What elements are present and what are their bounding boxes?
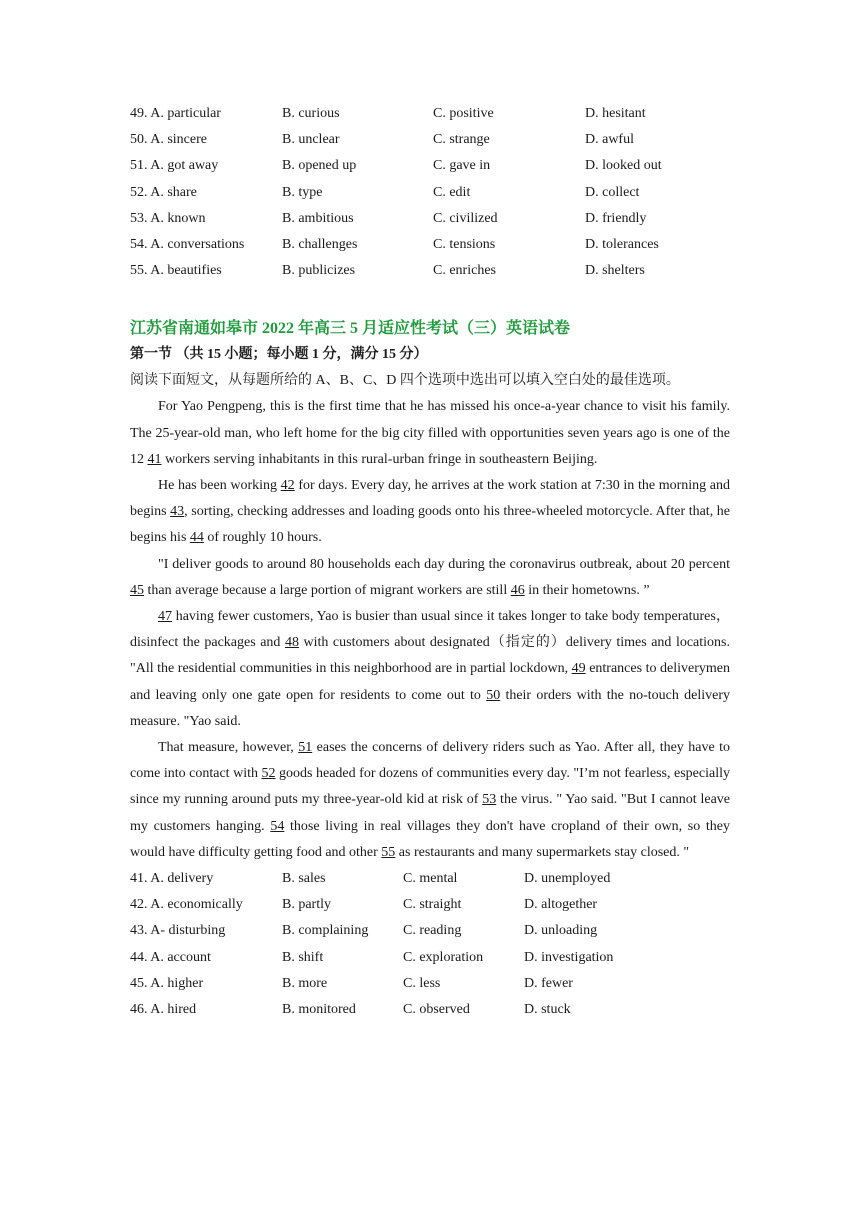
option-b: B. challenges [282, 236, 358, 252]
option-row-50 [130, 127, 730, 153]
option-a: 46. A. hired [130, 1001, 197, 1017]
option-c: C. mental [403, 870, 458, 886]
option-c: C. civilized [433, 210, 498, 226]
blank-45: 45 [130, 582, 144, 598]
option-a: 53. A. known [130, 210, 206, 226]
option-row-44 [130, 945, 730, 971]
option-a: 41. A. delivery [130, 870, 214, 886]
option-c: C. exploration [403, 949, 484, 965]
option-row-51 [130, 153, 730, 179]
option-a: 51. A. got away [130, 158, 219, 174]
blank-44: 44 [189, 530, 204, 546]
paragraph-text: their orders with the no-touch delivery measure. "Yao said. [130, 687, 730, 729]
blank-51: 51 [298, 739, 313, 755]
option-b: B. shift [282, 949, 324, 965]
paragraph-text: entrances to deliverymen and leaving only one gate open for residents to come out to [130, 661, 731, 703]
paragraph-text: goods headed for dozens of communities every day. "I’m not fearless, especially since my running around puts my three-year-old kid at risk of [130, 766, 730, 808]
option-row-45 [130, 971, 730, 997]
option-d: D. fewer [524, 975, 573, 991]
option-row-42 [130, 892, 730, 918]
paragraph-text: eases the concerns of delivery riders such as Yao. After all, they have to come into contact with [130, 739, 730, 782]
paragraph-text: having fewer customers, Yao is busier than usual since it takes longer to take body temperatures，disinfect the packages and [130, 608, 730, 651]
paragraph-text: "I deliver goods to around 80 households each day during the coronavirus outbreak, about 20 percent [158, 556, 730, 572]
passage-paragraph-5 [130, 735, 730, 866]
option-row-41 [130, 866, 730, 892]
blank-50: 50 [486, 687, 501, 703]
option-b: B. more [282, 975, 328, 991]
option-c: C. less [403, 975, 441, 991]
option-c: C. reading [403, 923, 462, 939]
option-c: C. straight [403, 897, 462, 913]
option-row-49 [130, 101, 730, 127]
passage-paragraph-4 [130, 604, 730, 735]
option-b: B. curious [282, 106, 340, 121]
blank-42: 42 [280, 477, 295, 493]
option-c: C. observed [403, 1001, 470, 1017]
section-title: 江苏省南通如皋市 2022 年高三 5 月适应性考试（三）英语试卷 [130, 320, 571, 338]
blank-48: 48 [284, 635, 299, 651]
blank-41: 41 [147, 451, 162, 467]
option-a: 49. A. particular [130, 106, 221, 121]
option-c: C. enriches [433, 263, 496, 279]
option-d: D. unemployed [524, 870, 611, 886]
paragraph-text: in their hometowns. ” [524, 582, 650, 598]
option-d: D. shelters [585, 263, 645, 279]
document-page [130, 101, 730, 1023]
option-b: B. partly [282, 897, 331, 913]
option-b: B. complaining [282, 923, 369, 939]
sub-title: 第一节 （共 15 小题；每小题 1 分，满分 15 分） [130, 347, 428, 363]
instruction: 阅读下面短文，从每题所给的 A、B、C、D 四个选项中选出可以填入空白处的最佳选项。 [130, 373, 680, 389]
paragraph-text: for days. Every day, he arrives at the work station at 7:30 in the morning and begins [130, 477, 730, 520]
option-d: D. altogether [524, 897, 598, 913]
passage-paragraph-1 [130, 394, 730, 473]
option-d: D. awful [585, 132, 634, 148]
blank-53: 53 [482, 792, 497, 808]
paragraph-text: those living in real villages they don't have cropland of their own, so they would have difficulty getting food and other [130, 818, 730, 860]
blank-54: 54 [270, 818, 285, 834]
paragraph-text: For Yao Pengpeng, this is the first time that he has missed his once-a-year chance to visit his family. The 25-year-old man, who left home for the big city filled with opportunities seven years ago is one of the 12 [130, 399, 730, 467]
option-c: C. positive [433, 106, 494, 121]
option-row-46 [130, 997, 730, 1023]
option-d: D. stuck [524, 1001, 571, 1017]
option-a: 54. A. conversations [130, 236, 245, 252]
option-a: 55. A. beautifies [130, 263, 222, 279]
paragraph-text: He has been working [158, 477, 281, 493]
option-b: B. publicizes [282, 263, 356, 279]
option-a: 44. A. account [130, 949, 211, 965]
option-b: B. monitored [282, 1001, 356, 1017]
options-table-49-55 [130, 101, 730, 284]
option-d: D. friendly [585, 210, 647, 226]
option-d: D. collect [585, 184, 640, 200]
paragraph-text: of roughly 10 hours. [203, 530, 322, 546]
blank-49: 49 [571, 661, 586, 677]
paragraph-text: with customers about designated（指定的）delivery times and locations. "All the residential communities in this neighborhood are in partial lockdown, [130, 635, 730, 677]
blank-47: 47 [158, 608, 172, 624]
blank-52: 52 [261, 766, 276, 782]
option-row-53 [130, 206, 730, 232]
options-table-41-46 [130, 866, 730, 1023]
option-d: D. tolerances [585, 236, 659, 252]
passage-paragraph-2 [130, 473, 730, 552]
option-a: 42. A. economically [130, 897, 243, 913]
option-row-55 [130, 258, 730, 284]
paragraph-text: workers serving inhabitants in this rural-urban fringe in southeastern Beijing. [161, 451, 598, 467]
option-b: B. sales [282, 870, 326, 886]
paragraph-text: That measure, however, [158, 739, 299, 755]
option-a: 43. A- disturbing [130, 923, 226, 939]
option-d: D. unloading [524, 923, 598, 939]
option-a: 45. A. higher [130, 975, 204, 991]
paragraph-text: than average because a large portion of migrant workers are still [144, 582, 511, 598]
option-d: D. hesitant [585, 106, 646, 121]
option-row-52 [130, 180, 730, 206]
option-c: C. gave in [433, 158, 491, 174]
paragraph-text: the virus. " Yao said. "But I cannot leave my customers hanging. [130, 792, 731, 834]
option-a: 52. A. share [130, 184, 197, 200]
option-c: C. edit [433, 184, 471, 200]
blank-55: 55 [381, 844, 396, 860]
option-c: C. strange [433, 132, 490, 148]
option-b: B. ambitious [282, 210, 354, 226]
option-d: D. looked out [585, 158, 662, 174]
paragraph-text: as restaurants and many supermarkets stay closed. " [395, 844, 690, 860]
option-b: B. unclear [282, 132, 340, 148]
option-d: D. investigation [524, 949, 614, 965]
passage-paragraph-3 [130, 552, 730, 604]
option-c: C. tensions [433, 236, 496, 252]
paragraph-text: , sorting, checking addresses and loading goods onto his three-wheeled motorcycle. After that, he begins his [130, 504, 730, 546]
option-b: B. type [282, 184, 323, 200]
option-row-54 [130, 232, 730, 258]
option-row-43 [130, 918, 730, 944]
blank-43: 43 [170, 504, 185, 520]
option-b: B. opened up [282, 158, 357, 174]
option-a: 50. A. sincere [130, 132, 207, 148]
blank-46: 46 [510, 582, 525, 598]
